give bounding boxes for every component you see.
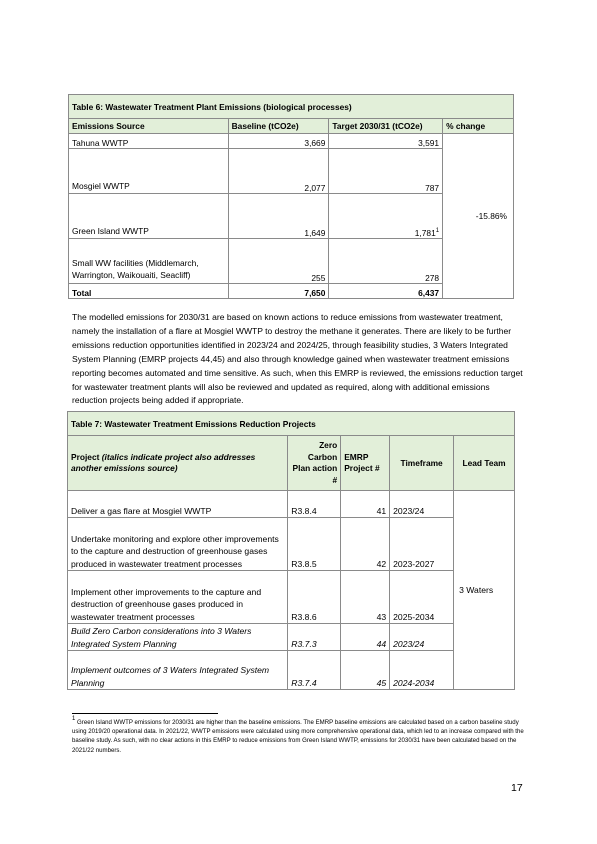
target-cell: 787	[329, 149, 443, 194]
table-row	[68, 651, 515, 690]
header-project-label: Project	[71, 451, 102, 462]
source-cell: Tahuna WWTP	[69, 134, 229, 149]
project-cell: Implement other improvements to the capture and destruction of greenhouse gases produced in wastewater treatment processes	[68, 571, 288, 624]
lead-team-cell: 3 Waters	[454, 491, 515, 690]
percent-change-cell: -15.86%	[443, 134, 514, 299]
footnote-mark: 1	[72, 716, 76, 722]
project-cell: Deliver a gas flare at Mosgiel WWTP	[68, 491, 288, 518]
header-target: Target 2030/31 (tCO2e)	[329, 119, 443, 134]
emrp-cell: 43	[341, 571, 390, 624]
header-project-note: (italics indicate project also addresses another emissions source)	[71, 451, 256, 473]
table-6	[68, 94, 514, 299]
baseline-cell: 3,669	[228, 134, 329, 149]
header-baseline: Baseline (tCO2e)	[228, 119, 329, 134]
source-cell: Green Island WWTP	[69, 194, 229, 239]
header-lead-team: Lead Team	[454, 436, 515, 491]
emrp-cell: 42	[341, 518, 390, 571]
baseline-cell: 2,077	[228, 149, 329, 194]
action-cell: R3.8.4	[288, 491, 341, 518]
total-label: Total	[69, 284, 229, 299]
page-number: 17	[511, 782, 523, 794]
footnote-text: Green Island WWTP emissions for 2030/31 are higher than the baseline emissions. The EMRP baseline emissions are calculated based on a carbon baseline study using 2019/20 operational data. In 2021/22, WWTP emissions were calculated using more comprehensive operational data, which led to an increase compared with the baseline study. As such, with no clear actions in this EMRP to reduce emissions from Green Island WWTP, emissions for 2030/31 have been calculated based on the 2021/22 numbers.	[72, 719, 524, 754]
body-paragraph: The modelled emissions for 2030/31 are based on known actions to reduce emissions from wastewater treatment, namely the installation of a flare at Mosgiel WWTP to destroy the methane it generates. There are likely to be further emissions reduction opportunities identified in 2023/24 and 2024/25, through feasibility studies, 3 Waters Integrated System Planning (EMRP projects 44,45) and also through knowledge gained when wastewater treatment emissions reporting becomes automated and time sensitive. As such, when this EMRP is reviewed, the emissions reduction target for wastewater treatment plants will also be reviewed and updated as required, along with additional emissions reduction projects being added if appropriate.	[72, 312, 523, 406]
timeframe-cell: 2024-2034	[390, 651, 454, 690]
header-timeframe: Timeframe	[390, 436, 454, 491]
emrp-cell: 44	[341, 624, 390, 651]
table-row	[68, 518, 515, 571]
timeframe-cell: 2025-2034	[390, 571, 454, 624]
table-7-caption: Table 7: Wastewater Treatment Emissions Reduction Projects	[68, 412, 515, 436]
header-zero-carbon-action: Zero Carbon Plan action #	[288, 436, 341, 491]
timeframe-cell: 2023-2027	[390, 518, 454, 571]
project-cell: Undertake monitoring and explore other improvements to the capture and destruction of greenhouse gases produced in wastewater treatment processes	[68, 518, 288, 571]
project-cell: Build Zero Carbon considerations into 3 Waters Integrated System Planning	[68, 624, 288, 651]
table-6-caption-row	[69, 95, 514, 119]
table-7-caption-row	[68, 412, 515, 436]
table-row	[68, 491, 515, 518]
baseline-cell: 1,649	[228, 194, 329, 239]
table-7	[67, 411, 515, 690]
emrp-cell: 41	[341, 491, 390, 518]
action-cell: R3.7.4	[288, 651, 341, 690]
source-cell: Small WW facilities (Middlemarch, Warrington, Waikouaiti, Seacliff)	[69, 239, 229, 284]
table-7-header-row	[68, 436, 515, 491]
target-value: 1,781	[414, 228, 436, 238]
action-cell: R3.8.5	[288, 518, 341, 571]
target-cell: 3,591	[329, 134, 443, 149]
table-row	[68, 571, 515, 624]
header-emissions-source: Emissions Source	[69, 119, 229, 134]
header-project	[68, 436, 288, 491]
timeframe-cell: 2023/24	[390, 624, 454, 651]
footnote-separator	[72, 713, 218, 714]
table-row	[68, 624, 515, 651]
baseline-cell: 255	[228, 239, 329, 284]
footnote-reference: 1	[435, 228, 440, 234]
action-cell: R3.7.3	[288, 624, 341, 651]
header-change: % change	[443, 119, 514, 134]
table-6-header-row	[69, 119, 514, 134]
table-row	[69, 134, 514, 149]
footnote	[72, 718, 527, 755]
target-cell: 278	[329, 239, 443, 284]
emrp-cell: 45	[341, 651, 390, 690]
total-baseline: 7,650	[228, 284, 329, 299]
target-cell	[329, 194, 443, 239]
table-6-caption: Table 6: Wastewater Treatment Plant Emissions (biological processes)	[69, 95, 514, 119]
header-emrp-project: EMRP Project #	[341, 436, 390, 491]
timeframe-cell: 2023/24	[390, 491, 454, 518]
action-cell: R3.8.6	[288, 571, 341, 624]
total-target: 6,437	[329, 284, 443, 299]
source-cell: Mosgiel WWTP	[69, 149, 229, 194]
project-cell: Implement outcomes of 3 Waters Integrated System Planning	[68, 651, 288, 690]
